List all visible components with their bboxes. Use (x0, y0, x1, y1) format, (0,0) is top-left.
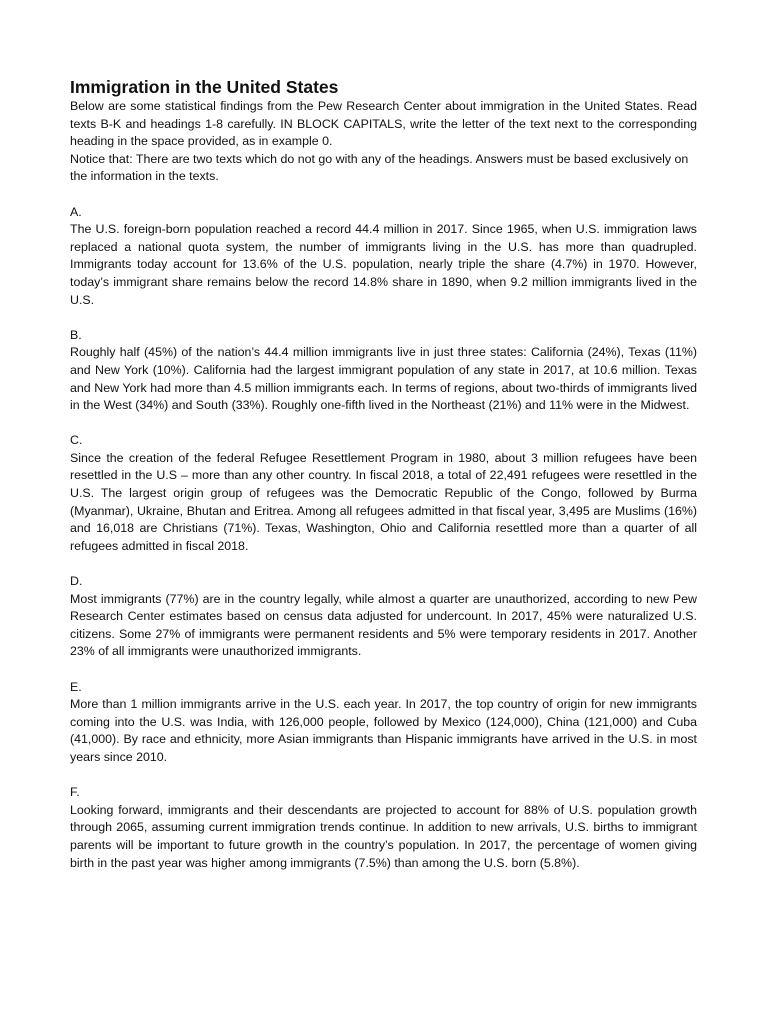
section-text: Most immigrants (77%) are in the country legally, while almost a quarter are unauthorized, according to new Pew Research Center estimates based on census data adjusted for undercount. In 2017, 45% were naturalized U.S. citizens. Some 27% of immigrants were permanent residents and 5% were temporary residents in 2017. Another 23% of all immigrants were unauthorized immigrants. (70, 591, 697, 659)
section-a (70, 204, 697, 310)
section-b (70, 327, 697, 415)
section-text: Looking forward, immigrants and their descendants are projected to account for 88% of U.S. population growth through 2065, assuming current immigration trends continue. In addition to new arrivals, U.S. births to immigrant parents will be important to future growth in the country’s population. In 2017, the percentage of women giving birth in the past year was higher among immigrants (7.5%) than among the U.S. born (5.8%). (70, 802, 697, 870)
intro-paragraph-1: Below are some statistical findings from the Pew Research Center about immigration in the United States. Read texts B-K and headings 1-8 carefully. IN BLOCK CAPITALS, write the letter of the text next to the corresponding heading in the space provided, as in example 0. (70, 99, 697, 149)
section-letter: F. (70, 785, 80, 800)
section-c (70, 432, 697, 555)
document-page (70, 76, 697, 872)
section-letter: B. (70, 327, 82, 342)
section-d (70, 573, 697, 661)
section-text: The U.S. foreign-born population reached a record 44.4 million in 2017. Since 1965, when U.S. immigration laws replaced a national quota system, the number of immigrants living in the U.S. has more than quadrupled. Immigrants today account for 13.6% of the U.S. population, nearly triple the share (4.7%) in 1970. However, today’s immigrant share remains below the record 14.8% share in 1890, when 9.2 million immigrants lived in the U.S. (70, 222, 697, 307)
section-letter: A. (70, 204, 82, 219)
section-text: Since the creation of the federal Refugee Resettlement Program in 1980, about 3 million refugees have been resettled in the U.S – more than any other country. In fiscal 2018, a total of 22,491 refugees were resettled in the U.S. The largest origin group of refugees was the Democratic Republic of the Congo, followed by Burma (Myanmar), Ukraine, Bhutan and Eritrea. Among all refugees admitted in that fiscal year, 3,495 are Muslims (16%) and 16,018 are Christians (71%). Texas, Washington, Ohio and California resettled more than a quarter of all refugees admitted in fiscal 2018. (70, 450, 697, 553)
document-title: Immigration in the United States (70, 77, 339, 97)
section-text: Roughly half (45%) of the nation’s 44.4 million immigrants live in just three states: California (24%), Texas (11%) and New York (10%). California had the largest immigrant population of any state in 2017, at 10.6 million. Texas and New York had more than 4.5 million immigrants each. In terms of regions, about two-thirds of immigrants lived in the West (34%) and South (33%). Roughly one-fifth lived in the Northeast (21%) and 11% were in the Midwest. (70, 345, 697, 413)
intro-block (70, 98, 697, 186)
intro-paragraph-2: Notice that: There are two texts which do not go with any of the headings. Answers must be based exclusively on the information in the texts. (70, 151, 689, 184)
section-text: More than 1 million immigrants arrive in the U.S. each year. In 2017, the top country of origin for new immigrants coming into the U.S. was India, with 126,000 people, followed by Mexico (124,000), China (121,000) and Cuba (41,000). By race and ethnicity, more Asian immigrants than Hispanic immigrants have arrived in the U.S. in most years since 2010. (70, 697, 697, 764)
section-letter: C. (70, 433, 83, 448)
section-e (70, 679, 697, 767)
section-letter: E. (70, 679, 82, 694)
section-letter: D. (70, 574, 83, 589)
section-f (70, 784, 697, 872)
